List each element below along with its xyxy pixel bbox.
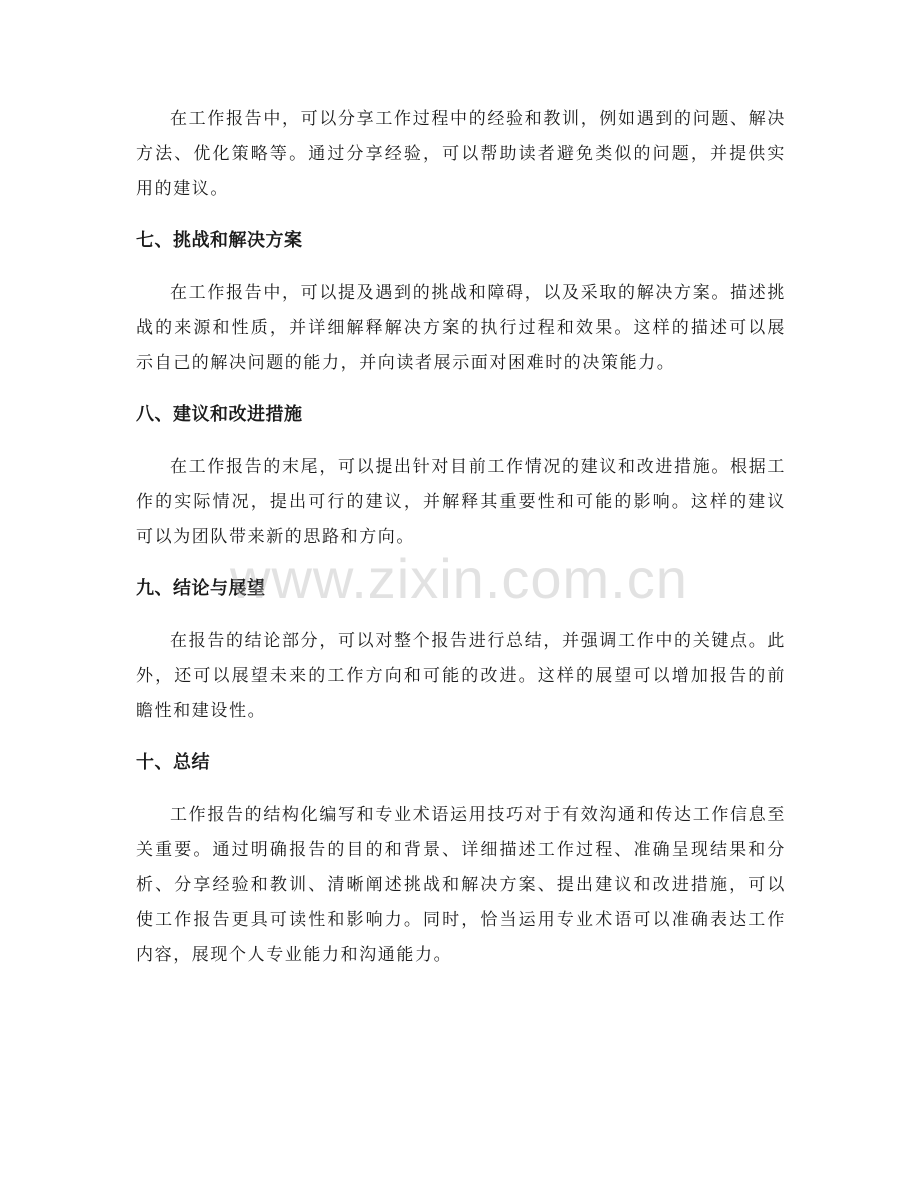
heading-suggestions: 八、建议和改进措施 xyxy=(136,404,303,425)
paragraph-experience: 在工作报告中，可以分享工作过程中的经验和教训，例如遇到的问题、解决方法、优化策略等。通过分享经验，可以帮助读者避免类似的问题，并提供实用的建议。 xyxy=(136,109,786,199)
paragraph-challenges: 在工作报告中，可以提及遇到的挑战和障碍，以及采取的解决方案。描述挑战的来源和性质，并详细解释解决方案的执行过程和效果。这样的描述可以展示自己的解决问题的能力，并向读者展示面对困难时的决策能力。 xyxy=(136,283,786,373)
heading-summary: 十、总结 xyxy=(136,752,210,773)
paragraph-suggestions: 在工作报告的末尾，可以提出针对目前工作情况的建议和改进措施。根据工作的实际情况，提出可行的建议，并解释其重要性和可能的影响。这样的建议可以为团队带来新的思路和方向。 xyxy=(136,457,786,547)
heading-challenges: 七、挑战和解决方案 xyxy=(136,230,303,251)
watermark: www.zixin.com.cn xyxy=(230,547,688,610)
heading-conclusion: 九、结论与展望 xyxy=(136,578,266,599)
paragraph-conclusion: 在报告的结论部分，可以对整个报告进行总结，并强调工作中的关键点。此外，还可以展望未来的工作方向和可能的改进。这样的展望可以增加报告的前瞻性和建设性。 xyxy=(136,631,786,721)
paragraph-summary: 工作报告的结构化编写和专业术语运用技巧对于有效沟通和传达工作信息至关重要。通过明确报告的目的和背景、详细描述工作过程、准确呈现结果和分析、分享经验和教训、清晰阐述挑战和解决方案、提出建议和改进措施，可以使工作报告更具可读性和影响力。同时，恰当运用专业术语可以准确表达工作内容，展现个人专业能力和沟通能力。 xyxy=(136,805,786,965)
document-body xyxy=(136,102,786,973)
